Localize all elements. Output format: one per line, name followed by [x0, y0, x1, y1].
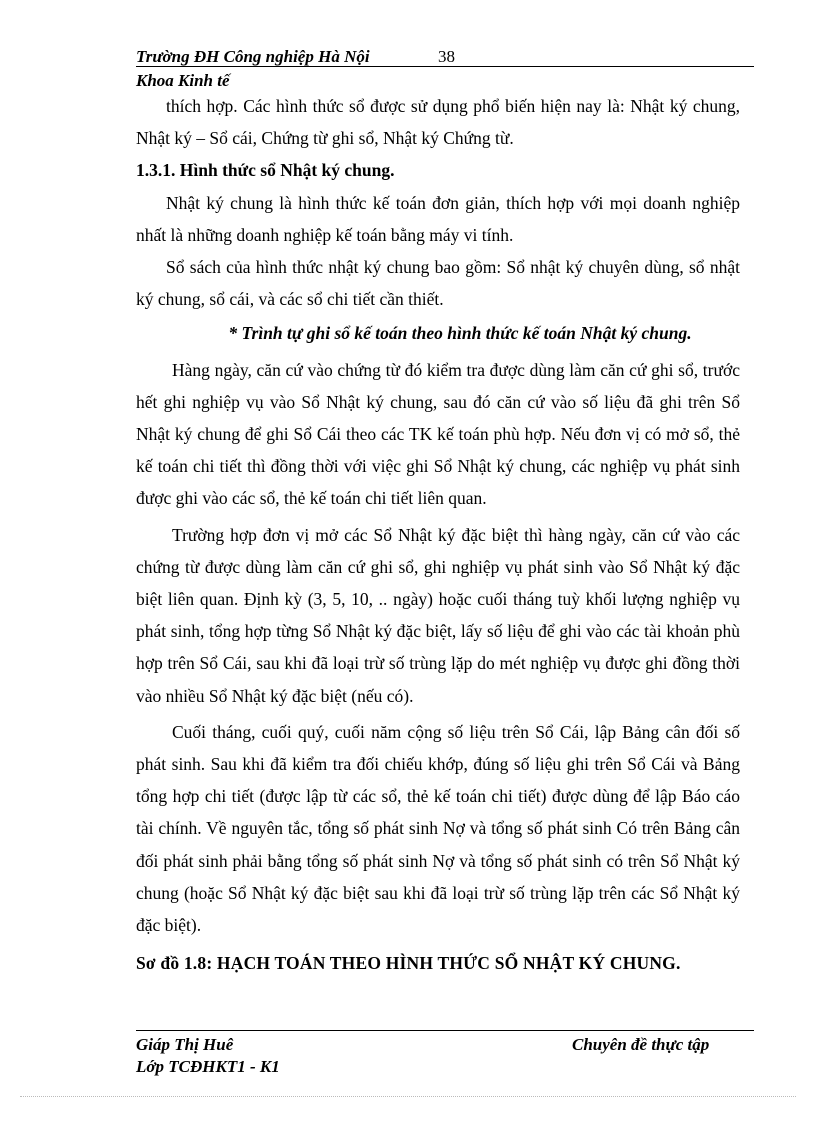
diagram-title: Sơ đồ 1.8: HẠCH TOÁN THEO HÌNH THỨC SỔ NHẬT KÝ CHUNG.	[136, 953, 681, 974]
paragraph-2: Sổ sách của hình thức nhật ký chung bao gồm: Sổ nhật ký chuyên dùng, sổ nhật ký chung, sổ cái, và các sổ chi tiết cần thiết.	[136, 257, 740, 310]
paragraph-5: Cuối tháng, cuối quý, cuối năm cộng số liệu trên Sổ Cái, lập Bảng cân đối số phát sinh. Sau khi đã kiểm tra đối chiếu khớp, đúng số liệu ghi trên Sổ Cái và Bảng tổng hợp chi tiết (được lập từ các sổ, thẻ kế toán chi tiết) được dùng để lập Báo cáo tài chính. Về nguyên tắc, tổng số phát sinh Nợ và tổng số phát sinh Có trên Bảng cân đối phát sinh phải bằng tổng số phát sinh Nợ và tổng số phát sinh có trên Sổ Nhật ký chung (hoặc Sổ Nhật ký đặc biệt sau khi đã loại trừ số trùng lặp trên các Sổ Nhật ký đặc biệt).	[136, 721, 740, 936]
header-page-number: 38	[438, 47, 455, 66]
paragraph-4: Trường hợp đơn vị mở các Sổ Nhật ký đặc biệt thì hàng ngày, căn cứ vào các chứng từ được dùng làm căn cứ ghi sổ, ghi nghiệp vụ phát sinh vào Sổ Nhật ký đặc biệt liên quan. Định kỳ (3, 5, 10, .. ngày) hoặc cuối tháng tuỳ khối lượng nghiệp vụ phát sinh, tổng hợp từng Sổ Nhật ký đặc biệt, lấy số liệu để ghi vào các tài khoản phù hợp trên Sổ Cái, sau khi đã loại trừ số trùng lặp do mét nghiệp vụ được ghi đồng thời vào nhiều Sổ Nhật ký đặc biệt (nếu có).	[136, 524, 740, 706]
footer-author: Giáp Thị Huê	[136, 1035, 234, 1054]
header-faculty: Khoa Kinh tế	[136, 71, 230, 90]
footer-topic: Chuyên đề thực tập	[572, 1035, 710, 1054]
paragraph-1: Nhật ký chung là hình thức kế toán đơn giản, thích hợp với mọi doanh nghiệp nhất là những doanh nghiệp kế toán bằng máy vi tính.	[136, 192, 740, 245]
document-body	[136, 90, 740, 979]
footer-class: Lớp TCĐHKT1 - K1	[136, 1057, 280, 1076]
intro-paragraph: thích hợp. Các hình thức sổ được sử dụng phổ biến hiện nay là: Nhật ký chung, Nhật ký – Sổ cái, Chứng từ ghi sổ, Nhật ký Chứng từ.	[136, 96, 740, 149]
header-school-name: Trường ĐH Công nghiệp Hà Nội	[136, 47, 370, 66]
header-divider	[136, 66, 754, 67]
page-bottom-border	[20, 1096, 796, 1097]
section-heading: 1.3.1. Hình thức sổ Nhật ký chung.	[136, 160, 395, 181]
subheading: * Trình tự ghi sổ kế toán theo hình thức kế toán Nhật ký chung.	[228, 323, 692, 344]
footer-divider	[136, 1030, 754, 1031]
paragraph-3: Hàng ngày, căn cứ vào chứng từ đó kiểm tra được dùng làm căn cứ ghi sổ, trước hết ghi nghiệp vụ vào Sổ Nhật ký chung, sau đó căn cứ vào số liệu đã ghi trên Sổ Nhật ký chung để ghi Sổ Cái theo các TK kế toán phù hợp. Nếu đơn vị có mở sổ, thẻ kế toán chi tiết thì đồng thời với việc ghi Sổ Nhật ký chung, các nghiệp vụ phát sinh được ghi vào các sổ, thẻ kế toán chi tiết liên quan.	[136, 359, 740, 509]
